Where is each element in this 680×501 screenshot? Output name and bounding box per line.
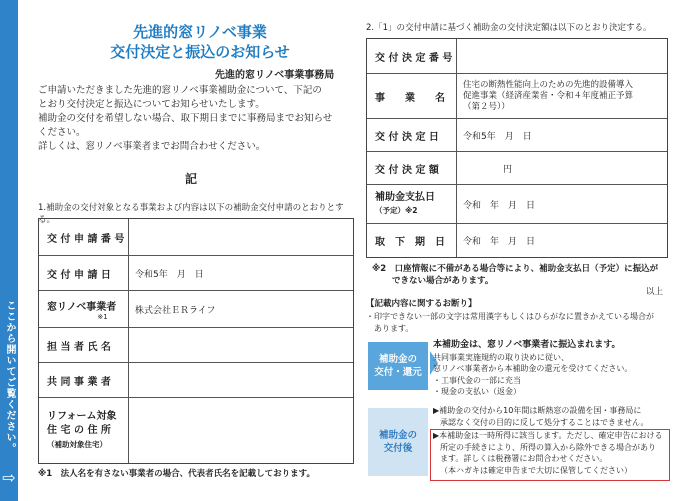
table-row <box>39 291 353 328</box>
tax-line: ます。詳しくは税務署にお問合わせください。 <box>440 454 608 463</box>
table-row <box>367 224 667 257</box>
row-label: 交 付 申 請 日 <box>39 256 129 290</box>
row-value: 令和 年 月 日 <box>463 200 536 211</box>
row-value <box>129 328 135 362</box>
tax-line: （本ハガキは確定申告まで大切に保管してください） <box>440 465 632 475</box>
after-label-line: 交付後 <box>383 443 413 454</box>
row-value-text: （第２号）） <box>463 101 510 112</box>
row-label <box>39 291 129 327</box>
after-label-line: 補助金の <box>378 430 417 441</box>
title-line2: 交付決定と振込のお知らせ <box>110 43 290 61</box>
tax-notice-box <box>430 429 670 481</box>
intro-text <box>38 84 358 154</box>
row-label-note: ※1 <box>97 312 108 321</box>
row-label: 交 付 申 請 番 号 <box>39 219 129 255</box>
transfer-label <box>368 342 428 390</box>
after-line: ▶補助金の交付から10年間は断熱窓の設備を国・事務局に <box>433 406 642 415</box>
row-label: 交 付 決 定 番 号 <box>367 39 457 73</box>
notice-heading: 【記載内容に関するお断り】 <box>366 299 477 309</box>
transfer-text <box>433 340 673 398</box>
notice-line: あります。 <box>374 324 414 333</box>
footnote-line: ※2 口座情報に不備がある場合等により、補助金支払日（予定）に振込が <box>372 264 659 274</box>
row-value <box>129 363 135 397</box>
row-label: 担 当 者 氏 名 <box>39 328 129 362</box>
row-value-text: 促進事業（経済産業省・令和４年度補正予算 <box>463 90 634 101</box>
transfer-line: 窓リノベ事業者から本補助金の還元を受けてください。 <box>433 364 633 373</box>
office-name: 先進的窓リノベ事業事務局 <box>215 70 335 81</box>
after-label <box>368 408 428 476</box>
tax-line: ▶本補助金は一時所得に該当します。ただし、確定申告における <box>433 431 663 440</box>
table-row <box>367 119 667 152</box>
open-here-instruction: ここから開いてご覧ください。 <box>4 300 15 454</box>
row-value <box>129 398 135 463</box>
row-label-text: リフォーム対象 <box>47 410 117 422</box>
tax-line: 所定の手続きにより、所得の算入から除外できる場合があり <box>440 442 656 452</box>
table-row <box>367 152 667 185</box>
row-value <box>129 219 135 255</box>
notice-text <box>366 311 676 335</box>
row-label <box>367 185 457 223</box>
row-value <box>457 39 463 73</box>
table-row <box>367 74 667 119</box>
row-value: 令和5年 月 日 <box>135 269 204 280</box>
table-row <box>367 39 667 74</box>
row-label-text: 住 宅 の 住 所 <box>47 424 111 436</box>
transfer-line: ・現金の支払い（返金） <box>433 387 521 396</box>
row-label <box>39 398 129 463</box>
row-value: 令和 年 月 日 <box>463 237 536 247</box>
footnote-line: できない場合があります。 <box>392 276 494 286</box>
row-label: 共 同 事 業 者 <box>39 363 129 397</box>
row-value-text: 住宅の断熱性能向上のための先進的設備導入 <box>463 79 634 90</box>
row-label: 取 下 期 日 <box>367 224 457 257</box>
end-mark: 以上 <box>646 287 664 297</box>
transfer-line: ・工事代金の一部に充当 <box>433 375 521 385</box>
intro-line: とおり交付決定と振込についてお知らせいたします。 <box>38 99 265 110</box>
table-row <box>367 185 667 224</box>
intro-line: 詳しくは、窓リノベ事業者までお問合わせください。 <box>38 141 266 152</box>
section2-heading: 2.「1」の交付申請に基づく補助金の交付決定額は以下のとおり決定する。 <box>366 23 652 33</box>
row-label: 交 付 決 定 額 <box>367 152 457 184</box>
table-row <box>39 328 353 363</box>
after-text <box>433 405 675 428</box>
footnote-2 <box>372 263 672 287</box>
title-line1: 先進的窓リノベ事業 <box>133 23 267 41</box>
row-label-text: 補助金支払日 <box>375 192 435 203</box>
footnote-1: ※1 法人名を有さない事業者の場合、代表者氏名を記載しております。 <box>38 469 316 479</box>
row-label: 交 付 決 定 日 <box>367 119 457 151</box>
row-label-text: 窓リノベ事業者 <box>47 301 117 313</box>
intro-line: ください。 <box>38 127 86 138</box>
row-value: 円 <box>503 164 513 175</box>
table-row <box>39 363 353 398</box>
row-label: 事 業 名 <box>367 74 457 118</box>
row-value: 株式会社ＥＲライフ <box>135 305 216 316</box>
application-table <box>38 218 354 464</box>
section1-heading: 1.補助金の交付対象となる事業および内容は以下の補助金交付申請のとおりとする。 <box>38 203 344 225</box>
intro-line: ご申請いただきました先進的窓リノベ事業補助金について、下記の <box>38 85 322 96</box>
row-label-note: （補助対象住宅） <box>47 439 107 449</box>
transfer-bold-line: 本補助金は、窓リノベ事業者に振込まれます。 <box>433 340 621 350</box>
table-row <box>39 219 353 256</box>
transfer-label-line: 交付・還元 <box>374 367 422 378</box>
after-line: 承認なく交付の目的に反して処分することはできません。 <box>440 417 649 427</box>
table-row <box>39 256 353 291</box>
notice-line: ・印字できない一部の文字は常用漢字もしくはひらがなに置きかえている場合が <box>366 312 654 321</box>
table-row <box>39 398 353 463</box>
decision-table <box>366 38 668 258</box>
transfer-label-line: 補助金の <box>378 354 417 365</box>
arrow-right-icon: ⇨ <box>2 468 16 487</box>
ki-mark: 記 <box>185 172 198 186</box>
transfer-line: 共同事業実施規約の取り決めに従い、 <box>433 352 569 362</box>
row-value <box>457 74 633 118</box>
row-label-note: （予定）※2 <box>375 206 418 215</box>
intro-line: 補助金の交付を希望しない場合、取下期日までに事務局までお知らせ <box>38 113 333 124</box>
row-value: 令和5年 月 日 <box>463 131 532 142</box>
